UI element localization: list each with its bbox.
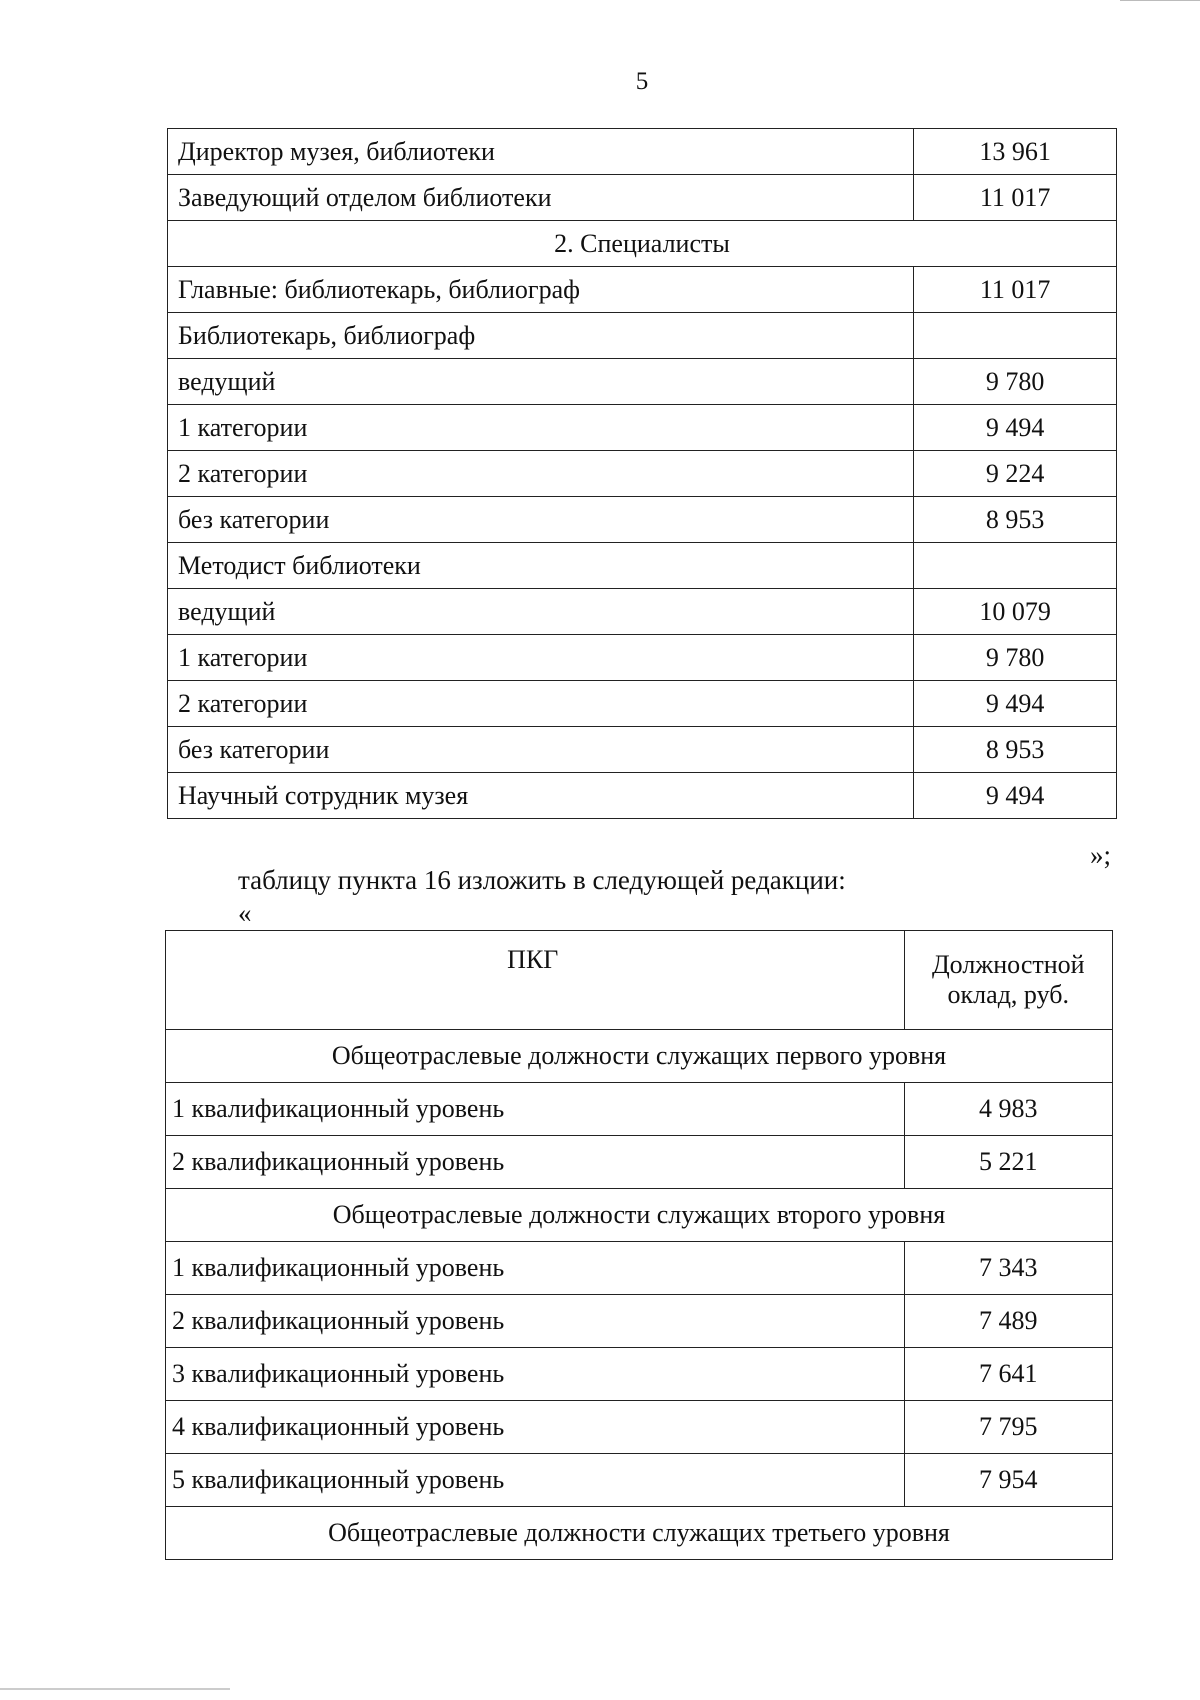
section-header: Общеотраслевые должности служащих первого уровня [166, 1030, 1113, 1083]
salary-value-cell: 13 961 [914, 129, 1117, 175]
position-name-cell: ведущий [168, 589, 914, 635]
table-row [168, 267, 1117, 313]
table-row [166, 1083, 1113, 1136]
section-header-row [166, 1189, 1113, 1242]
salary-value-cell: 4 983 [904, 1083, 1112, 1136]
table-row [168, 129, 1117, 175]
table-row [168, 175, 1117, 221]
position-name-cell: 5 квалификационный уровень [166, 1454, 905, 1507]
table-row [166, 1295, 1113, 1348]
salary-value-cell: 7 343 [904, 1242, 1112, 1295]
page-edge-mark [0, 1688, 230, 1690]
position-name-cell: 1 квалификационный уровень [166, 1083, 905, 1136]
position-name-cell: 3 квалификационный уровень [166, 1348, 905, 1401]
salary-value-cell [914, 313, 1117, 359]
column-header-salary-line2: оклад, руб. [947, 980, 1069, 1009]
position-name-cell: 1 категории [168, 635, 914, 681]
salary-value-cell: 11 017 [914, 175, 1117, 221]
position-name-cell: Научный сотрудник музея [168, 773, 914, 819]
table-row [166, 1348, 1113, 1401]
closing-quote: »; [1090, 840, 1112, 870]
salary-table-pkg [165, 930, 1113, 1560]
salary-value-cell: 10 079 [914, 589, 1117, 635]
table-row [168, 681, 1117, 727]
column-header-salary-line1: Должностной [931, 950, 1085, 979]
table-body [166, 931, 1113, 1560]
position-name-cell: Директор музея, библиотеки [168, 129, 914, 175]
table-row [168, 313, 1117, 359]
salary-value-cell: 8 953 [914, 727, 1117, 773]
position-name-cell: Главные: библиотекарь, библиограф [168, 267, 914, 313]
salary-value-cell: 5 221 [904, 1136, 1112, 1189]
salary-value-cell: 7 795 [904, 1401, 1112, 1454]
table-row [168, 359, 1117, 405]
salary-value-cell: 9 494 [914, 405, 1117, 451]
salary-value-cell [914, 543, 1117, 589]
intro-text: таблицу пункта 16 изложить в следующей редакции: [238, 865, 846, 895]
section-header-row [168, 221, 1117, 267]
position-name-cell: 2 квалификационный уровень [166, 1295, 905, 1348]
column-header-salary [904, 931, 1112, 1030]
column-header-pkg: ПКГ [166, 931, 905, 1030]
position-name-cell: Библиотекарь, библиограф [168, 313, 914, 359]
position-name-cell: 1 категории [168, 405, 914, 451]
table-row [166, 1401, 1113, 1454]
section-header-row [166, 1030, 1113, 1083]
position-name-cell: Заведующий отделом библиотеки [168, 175, 914, 221]
table-row [168, 635, 1117, 681]
table-row [168, 451, 1117, 497]
salary-value-cell: 7 641 [904, 1348, 1112, 1401]
salary-value-cell: 8 953 [914, 497, 1117, 543]
section-header: 2. Специалисты [168, 221, 1117, 267]
position-name-cell: 1 квалификационный уровень [166, 1242, 905, 1295]
position-name-cell: 2 категории [168, 681, 914, 727]
table-row [166, 1136, 1113, 1189]
section-header: Общеотраслевые должности служащих второго уровня [166, 1189, 1113, 1242]
position-name-cell: 2 квалификационный уровень [166, 1136, 905, 1189]
table-row [168, 727, 1117, 773]
position-name-cell: без категории [168, 727, 914, 773]
opening-quote: « [238, 898, 252, 928]
page-edge-mark [1120, 0, 1200, 1]
table-header-row [166, 931, 1113, 1030]
table-body [168, 129, 1117, 819]
salary-value-cell: 7 489 [904, 1295, 1112, 1348]
table-row [166, 1454, 1113, 1507]
page-number: 5 [635, 68, 649, 95]
position-name-cell: 4 квалификационный уровень [166, 1401, 905, 1454]
table-row [168, 543, 1117, 589]
table-row [168, 773, 1117, 819]
salary-table-continued [167, 128, 1117, 819]
salary-value-cell: 9 494 [914, 681, 1117, 727]
position-name-cell: ведущий [168, 359, 914, 405]
salary-value-cell: 9 780 [914, 635, 1117, 681]
table-row [168, 405, 1117, 451]
section-header: Общеотраслевые должности служащих третьего уровня [166, 1507, 1113, 1560]
position-name-cell: Методист библиотеки [168, 543, 914, 589]
position-name-cell: без категории [168, 497, 914, 543]
salary-value-cell: 9 780 [914, 359, 1117, 405]
table-row [168, 497, 1117, 543]
table-row [168, 589, 1117, 635]
salary-value-cell: 7 954 [904, 1454, 1112, 1507]
salary-value-cell: 11 017 [914, 267, 1117, 313]
table-row [166, 1242, 1113, 1295]
position-name-cell: 2 категории [168, 451, 914, 497]
salary-value-cell: 9 224 [914, 451, 1117, 497]
salary-value-cell: 9 494 [914, 773, 1117, 819]
section-header-row [166, 1507, 1113, 1560]
